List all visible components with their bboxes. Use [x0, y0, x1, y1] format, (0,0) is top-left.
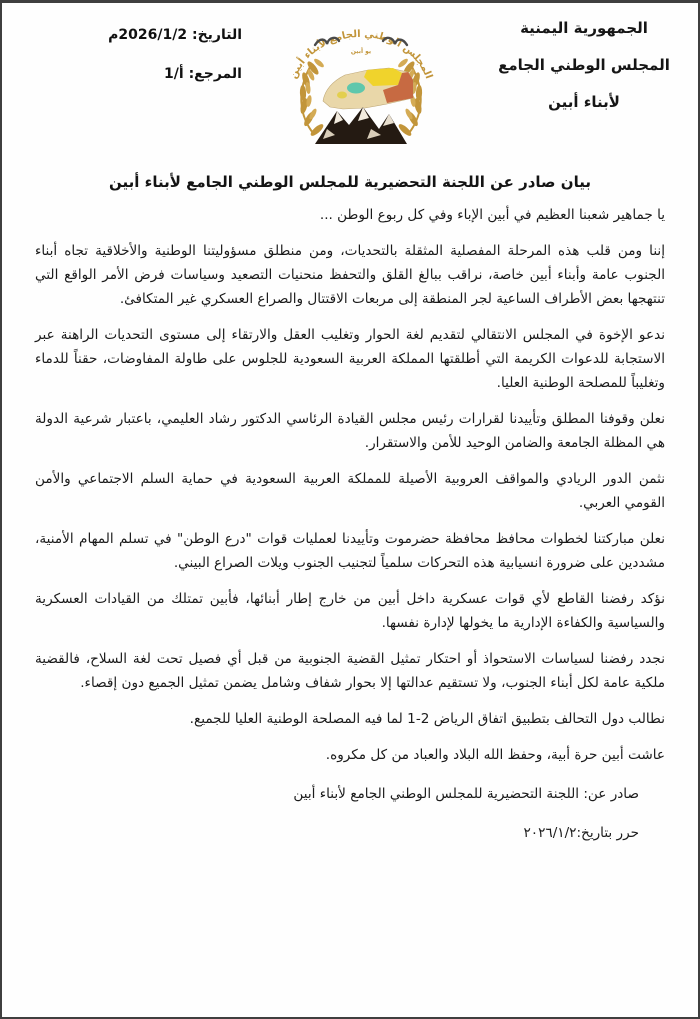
- issued-by-line: صادر عن: اللجنة التحضيرية للمجلس الوطني الجامع لأبناء أبين: [293, 786, 639, 802]
- statement-paragraph: نثمن الدور الريادي والمواقف العروبية الأصيلة للمملكة العربية السعودية في حماية السلم الاجتماعي والأمن القومي العربي.: [35, 471, 665, 511]
- yemen-map: [323, 68, 413, 109]
- statement-paragraph: عاشت أبين حرة أبية، وحفظ الله البلاد والعباد من كل مكروه.: [325, 747, 665, 763]
- statement-title: بيان صادر عن اللجنة التحضيرية للمجلس الوطني الجامع لأبناء أبين: [109, 173, 591, 191]
- mountains: [315, 107, 407, 144]
- org-subtitle: لأبناء أبين: [548, 93, 620, 111]
- statement-paragraph: نؤكد رفضنا القاطع لأي قوات عسكرية داخل أبين من خارج إطار أبنائها، فأبين تمتلك من القيادات العسكرية والسياسية والكفاءة الإدارية ما يخولها لإدارة نفسها.: [35, 591, 665, 631]
- statement-paragraph: نجدد رفضنا لسياسات الاستحواذ أو احتكار تمثيل القضية الجنوبية من قبل أي فصيل تحت لغة السلاح، فالقضية ملكية عامة لكل أبناء الجنوب، ولا تستقيم عدالتها إلا بحوار شفاف وشامل يضمن تمثيل الجميع دون إقصاء.: [35, 651, 665, 691]
- statement-paragraph: ندعو الإخوة في المجلس الانتقالي لتقديم لغة الحوار وتغليب العقل والارتقاء إلى مستوى التحديات الراهنة عبر الاستجابة للدعوات الكريمة التي أطلقتها المملكة العربية السعودية للجلوس على طاولة المفاوضات، حقناً للدماء وتغليباً للمصلحة الوطنية العليا.: [35, 327, 665, 391]
- org-council-name: المجلس الوطني الجامع: [498, 56, 670, 74]
- statement-paragraph: يا جماهير شعبنا العظيم في أبين الإباء وفي كل ربوع الوطن ...: [319, 207, 665, 223]
- statement-paragraph: نطالب دول التحالف بتطبيق اتفاق الرياض 2-1 لما فيه المصلحة الوطنية العليا للجميع.: [189, 711, 665, 727]
- issued-date-line: حرر بتاريخ:٢٠٢٦/١/٢: [523, 825, 639, 841]
- date-line: التاريخ: 2026/1/2م: [108, 27, 242, 43]
- letterhead: [2, 3, 698, 151]
- date-ref-block: [8, 11, 246, 82]
- emblem-graphic: [275, 11, 447, 145]
- org-name-block: [476, 11, 692, 111]
- statement-paragraph: نعلن مباركتنا لخطوات محافظ محافظة حضرموت وتأييدنا لعمليات قوات "درع الوطن" في تسلم المهام الأمنية، مشددين على ضرورة انسيابية هذه التحركات سلمياً لتجنيب الجنوب ويلات الصراع البيني.: [35, 531, 665, 571]
- reference-line: المرجع: أ/1: [164, 66, 242, 82]
- emblem-small-text: يو أبين: [350, 48, 372, 55]
- map-region-small: [337, 92, 347, 99]
- map-region-teal: [347, 83, 365, 94]
- council-emblem: [246, 11, 476, 145]
- statement-paragraph: إننا ومن قلب هذه المرحلة المفصلية المثقلة بالتحديات، ومن منطلق مسؤوليتنا الوطنية والأخلاقية تجاه أبناء الجنوب عامة وأبناء أبين خاصة، نراقب ببالغ القلق والتحفظ منحنيات التصعيد وسياسات فرض الأمر الواقع التي تنتهجها بعض الأطراف الساعية لجر المنطقة إلى مربعات الاقتتال والصراع العسكري غير المتكافئ.: [35, 243, 665, 307]
- statement-paragraph: نعلن وقوفنا المطلق وتأييدنا لقرارات رئيس مجلس القيادة الرئاسي الدكتور رشاد العليمي، باعتبار شرعية الدولة هي المظلة الجامعة والضامن الوحيد للأمن والاستقرار.: [35, 411, 665, 451]
- statement-body: [2, 203, 698, 845]
- emblem-arc-text: المجلس الوطني الجامع لأبناء أبين: [287, 28, 435, 81]
- org-country-name: الجمهورية اليمنية: [520, 19, 648, 37]
